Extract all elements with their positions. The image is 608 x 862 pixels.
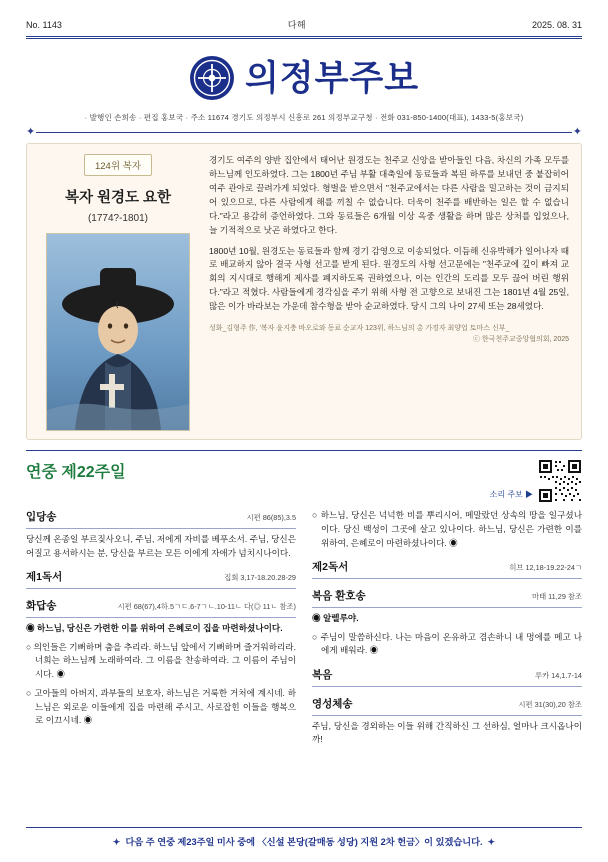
page-header xyxy=(26,18,582,36)
block-reference: 시편 86(85),3.5 xyxy=(246,513,296,522)
saint-name: 복자 원경도 요한 xyxy=(64,190,172,206)
saint-credit-line2: ⓒ 한국천주교중앙협의회, 2025 xyxy=(472,335,569,343)
section-title: 연중 제22주일 xyxy=(26,464,126,481)
status-badge: 124위 복자 xyxy=(84,154,152,176)
saint-feature-panel xyxy=(26,143,582,440)
saint-left-column xyxy=(39,154,197,431)
block-title: 복음 환호송 xyxy=(312,590,366,603)
liturgy-block xyxy=(312,509,582,550)
block-paragraph: ◉ 하느님, 당신은 가련한 이를 위하여 은혜로이 집을 마련하셨나이다. xyxy=(26,622,283,633)
page-footer xyxy=(26,827,582,848)
contact-line: · 발행인 손희송 · 편집 홍보국 · 주소 11674 경기도 의정부시 신흥로 261 의정부교구청 · 전화 031-850-1400(대표), 1433-5(홍보국) xyxy=(84,113,524,122)
header-rule-thick xyxy=(26,36,582,37)
block-title: 입당송 xyxy=(26,511,57,523)
block-paragraph: 당신께 온종일 부르짖사오니, 주님, 저에게 자비를 베푸소서. 주님, 당신은 어질고 용서하시는 분, 당신을 부르는 모든 이에게 자애가 넘치시나이다. xyxy=(26,533,296,558)
block-paragraph: ○ 고아들의 아버지, 과부들의 보호자, 하느님은 거룩한 거처에 계시네. 하느님은 외로운 이들에게 집을 마련해 주시고, 사로잡힌 이들을 행복으로 이끄시네. ◉ xyxy=(26,687,296,726)
block-header xyxy=(312,696,582,716)
block-body xyxy=(312,612,582,658)
qr-label: 소리 주보 ▶ xyxy=(489,490,533,499)
liturgy-columns xyxy=(26,509,582,756)
liturgy-section-header xyxy=(26,459,582,503)
liturgy-block xyxy=(312,588,582,658)
block-body xyxy=(312,509,582,550)
block-title: 제1독서 xyxy=(26,571,63,584)
block-reference: 히브 12,18-19.22-24ㄱ xyxy=(509,563,582,573)
block-title: 화답송 xyxy=(26,600,57,613)
block-header xyxy=(312,667,582,687)
liturgy-block xyxy=(26,569,296,589)
block-reference: 마태 11,29 참조 xyxy=(532,592,582,602)
footer-notice xyxy=(26,834,582,848)
saint-portrait-image xyxy=(46,233,190,431)
liturgy-block xyxy=(26,598,296,728)
block-header xyxy=(26,509,296,529)
block-title: 복음 xyxy=(312,669,333,682)
saint-biography xyxy=(209,154,569,431)
block-paragraph: ○ 주님이 말씀하신다. 나는 마음이 온유하고 겸손하니 내 멍에를 메고 나에게 배워라. ◉ xyxy=(312,631,582,656)
saint-credit xyxy=(209,324,569,345)
block-reference: 집회 3,17-18.20.28-29 xyxy=(224,573,296,583)
footer-star-left-icon: ✦ xyxy=(112,837,121,847)
page-title: 의정부주보 xyxy=(244,58,420,98)
block-reference: 루카 14,1.7-14 xyxy=(535,671,582,681)
block-body xyxy=(312,720,582,748)
issue-date: 2025. 08. 31 xyxy=(531,19,582,30)
footer-rule xyxy=(26,827,582,828)
saint-paragraph: 경기도 여주의 양반 집안에서 태어난 원경도는 천주교 신앙을 받아들인 다음, 차신의 가족 모두를 하느님께 인도하였다. 그는 1800년 주님 부활 대축일에 동료들과 복된 하루를 보내던 중 붙잡히어 여주 관아로 끌려가게 되었다. 형벌을 받으면서 "천주교에서는 다른 사람을 밀고하는 것이 금지되어 있으므로, 다른 사람에게 해를 끼칠 수 없습니다. 더욱이 천주를 배반하는 일은 할 수 없습니다."라고 용감히 증언하였다. 그와 동료들은 6개월 이상 옥중 생활을 하며 많은 상처를 입었으나, 늘 기적적으로 낫곤 하였다고 한다. xyxy=(209,155,569,235)
qr-code-icon[interactable] xyxy=(538,459,582,503)
header-rule-thin xyxy=(26,38,582,39)
ornamental-divider xyxy=(26,127,582,137)
audio-bulletin-link[interactable] xyxy=(490,459,582,503)
block-paragraph: ○ 의인들은 기뻐하며 춤을 추리라. 하느님 앞에서 기뻐하며 즐거워하리라. 너희는 하느님께 노래하여라. 그 이름을 찬송하여라. 그 이름이 주님이시다. ◉ xyxy=(26,641,296,680)
block-paragraph: ◉ 알렐루야. xyxy=(312,612,359,623)
saint-years: (1774?-1801) xyxy=(87,213,149,224)
saint-credit-line1: 성화_김형주 作, '복자 윤지충 바오로와 동료 순교자 123위, 하느님의 총 가경자 최양업 토마스 신부_ xyxy=(209,325,510,333)
block-paragraph: 주님, 당신을 경외하는 이들 위해 간직하신 그 선하심, 얼마나 크시옵나이까! xyxy=(312,720,582,745)
issue-number: No. 1143 xyxy=(26,19,62,30)
block-title: 제2독서 xyxy=(312,561,349,574)
saint-paragraph: 1800년 10월, 원경도는 동료들과 함께 경기 감영으로 이송되었다. 이듬해 신유박해가 일어나자 때로 배교하지 않아 결국 사형 선고를 받게 된다. 원경도의 사형 선고문에는 "천주교에 깊이 빠져 교회의 지시대로 행해게 제사를 폐지하도록 권하였으나, 이는 인간의 도리를 모두 끊어 버린 행위다."라고 적혔다. 사람들에게 경각심을 주기 위해 사형 전 고향으로 보내진 그는 1801년 4월 25일, 많은 이가 바라보는 가운데 참수형을 받아 순교하였다. 당시 그의 나이 27세 또는 28세였다. xyxy=(209,245,569,312)
left-column xyxy=(26,509,296,756)
block-title: 영성체송 xyxy=(312,697,353,710)
liturgical-year: 다해 xyxy=(287,20,307,30)
footer-notice-text: 다음 주 연중 제23주일 미사 중에 〈신설 본당(갈매동 성당) 지원 2차 헌금〉이 있겠습니다. xyxy=(125,837,483,847)
liturgy-block xyxy=(312,667,582,687)
block-header xyxy=(26,569,296,589)
block-paragraph: ○ 하느님, 당신은 넉넉한 비를 뿌리시어, 메말랐던 상속의 땅을 일구셨나이다. 당신 백성이 그곳에 살고 있나이다. 하느님, 당신은 가련한 이를 위하여, 은혜로이 마련하셨나이다. ◉ xyxy=(312,510,582,548)
block-header xyxy=(26,598,296,618)
liturgy-block xyxy=(312,696,582,747)
liturgy-block xyxy=(312,559,582,579)
footer-star-right-icon: ✦ xyxy=(487,837,496,847)
block-header xyxy=(312,559,582,579)
block-body xyxy=(26,622,296,728)
liturgy-block xyxy=(26,509,296,560)
section-divider xyxy=(26,450,582,451)
divider-right-ornament: ✦ xyxy=(572,126,582,138)
divider-left-ornament: ✦ xyxy=(26,126,36,138)
block-body xyxy=(26,533,296,561)
masthead xyxy=(26,47,582,107)
block-reference: 시편 31(30),20 참조 xyxy=(518,699,582,709)
diocese-emblem-icon xyxy=(189,55,235,101)
block-reference: 시편 68(67),4하.5ㄱㄷ.6-7ㄱㄴ.10-11ㄴ 다(◎ 11ㄴ 참조) xyxy=(117,602,296,612)
right-column xyxy=(312,509,582,756)
block-header xyxy=(312,588,582,608)
